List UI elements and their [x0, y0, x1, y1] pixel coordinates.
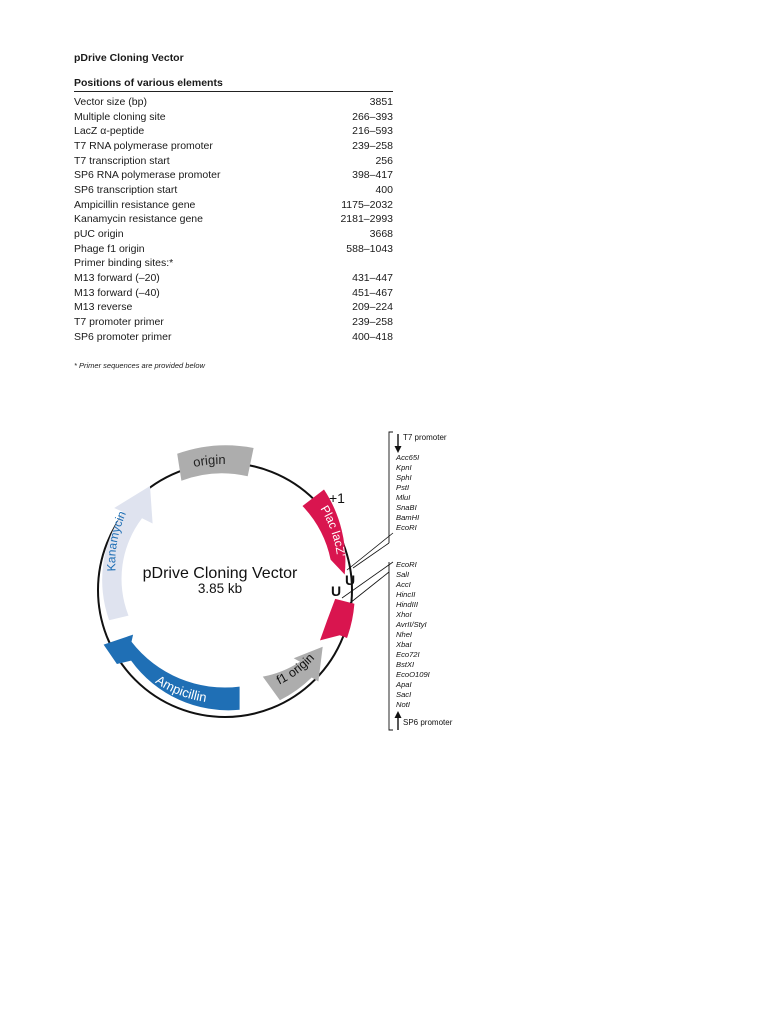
t7-promoter-label: T7 promoter: [403, 433, 447, 442]
restriction-site: EcoO109I: [396, 670, 430, 679]
f1-origin-label: f1 origin: [274, 650, 318, 688]
row-value: 3668: [369, 227, 393, 240]
restriction-site: SnaBI: [396, 503, 417, 512]
restriction-site: SalI: [396, 570, 410, 579]
sp6-arrow-icon: [395, 711, 402, 718]
row-value: 400–418: [352, 330, 393, 343]
row-label: SP6 RNA polymerase promoter: [74, 169, 221, 182]
restriction-site: AccI: [396, 580, 411, 589]
restriction-site: Eco72I: [396, 650, 420, 659]
row-value: 1175–2032: [341, 198, 393, 211]
row-label: SP6 promoter primer: [74, 330, 172, 343]
lacz-label: Plac lacZ': [317, 502, 349, 558]
kanamycin-label: Kanamycin: [104, 508, 129, 572]
leader-line-lower-outer: [350, 572, 389, 603]
leader-line-upper-inner: [347, 533, 393, 570]
row-label: Ampicillin resistance gene: [74, 198, 196, 211]
restriction-site: BstXI: [396, 660, 415, 669]
row-value: 400: [375, 183, 393, 196]
restriction-site: SphI: [396, 473, 412, 482]
row-label: pUC origin: [74, 227, 124, 240]
restriction-site: EcoRI: [396, 523, 417, 532]
row-value: 266–393: [352, 110, 393, 123]
restriction-site: NheI: [396, 630, 413, 639]
restriction-site: XhoI: [396, 610, 412, 619]
row-label: M13 forward (–40): [74, 286, 160, 299]
restriction-site: XbaI: [396, 640, 412, 649]
row-label: Phage f1 origin: [74, 242, 145, 255]
upper-mcs-bracket: [389, 432, 393, 543]
ampicillin-label: Ampicillin: [153, 672, 208, 705]
t7-arrow-icon: [395, 446, 402, 453]
restriction-site: ApaI: [396, 680, 412, 689]
row-value: 398–417: [352, 169, 393, 182]
row-label: LacZ α-peptide: [74, 125, 145, 138]
restriction-site: PstI: [396, 483, 410, 492]
map-title: pDrive Cloning Vector: [142, 565, 298, 582]
transcription-start-label: +1: [329, 490, 345, 506]
restriction-site: MluI: [396, 493, 411, 502]
row-value: 209–224: [352, 301, 393, 314]
restriction-site: EcoRI: [396, 560, 417, 569]
sp6-promoter-label: SP6 promoter: [403, 718, 453, 727]
row-value: 431–447: [352, 271, 393, 284]
upper-restriction-sites: [395, 453, 420, 532]
restriction-site: SacI: [396, 690, 412, 699]
document-title: pDrive Cloning Vector: [74, 52, 184, 64]
restriction-site: AvrII/StyI: [396, 620, 427, 629]
section-heading: Positions of various elements: [74, 77, 223, 89]
lower-mcs-bracket: [389, 562, 393, 730]
origin-label: origin: [191, 452, 226, 470]
row-label: SP6 transcription start: [74, 183, 178, 196]
restriction-site: HincII: [396, 590, 416, 599]
uracil-overhang-lower: U: [331, 583, 342, 599]
row-value: 451–467: [352, 286, 393, 299]
row-label: T7 promoter primer: [74, 315, 164, 328]
row-value: 239–258: [352, 315, 393, 328]
row-label: Primer binding sites:*: [74, 257, 174, 270]
row-label: T7 transcription start: [74, 154, 170, 167]
ampicillin-segment: [104, 635, 240, 711]
uracil-overhang-upper: U: [345, 572, 356, 588]
restriction-site: NotI: [396, 700, 410, 709]
row-label: M13 forward (–20): [74, 271, 160, 284]
row-value: 216–593: [352, 125, 393, 138]
row-label: Kanamycin resistance gene: [74, 213, 203, 226]
row-value: 3851: [369, 96, 393, 108]
lower-restriction-sites: [395, 560, 431, 709]
map-size: 3.85 kb: [197, 581, 243, 596]
lacz-segment-lower: [320, 599, 354, 641]
row-value: 239–258: [352, 139, 393, 152]
restriction-site: KpnI: [396, 463, 412, 472]
row-label: M13 reverse: [74, 301, 133, 314]
row-label: T7 RNA polymerase promoter: [74, 139, 213, 152]
row-value: 588–1043: [346, 242, 393, 255]
row-label: Vector size (bp): [74, 96, 147, 108]
restriction-site: BamHI: [396, 513, 420, 522]
row-label: Multiple cloning site: [74, 110, 166, 123]
restriction-site: Acc65I: [396, 453, 420, 462]
restriction-site: HindIII: [396, 600, 418, 609]
row-value: 2181–2993: [340, 213, 393, 226]
leader-line-upper-outer: [353, 543, 389, 568]
footnote: * Primer sequences are provided below: [74, 361, 205, 370]
row-value: 256: [375, 154, 393, 167]
